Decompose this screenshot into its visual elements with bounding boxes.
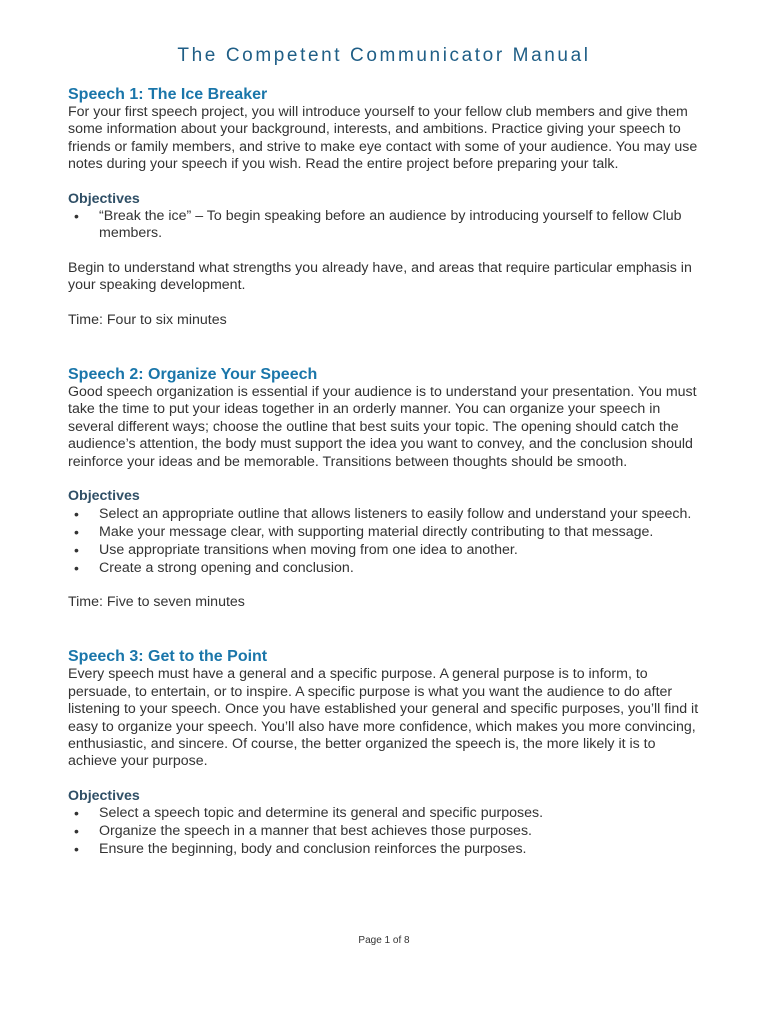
section-time: Time: Four to six minutes	[68, 311, 227, 328]
objective-text: Organize the speech in a manner that best achieves those purposes.	[99, 823, 532, 840]
objective-item	[68, 560, 708, 577]
objectives-label: Objectives	[68, 190, 140, 207]
objective-text: Select an appropriate outline that allows listeners to easily follow and understand your speech.	[99, 505, 692, 522]
section-heading: Speech 1: The Ice Breaker	[68, 86, 268, 103]
section-speech-1	[68, 85, 708, 329]
objectives-list	[68, 506, 708, 577]
objective-text: Select a speech topic and determine its general and specific purposes.	[99, 805, 544, 822]
bullet-icon: •	[74, 505, 79, 522]
bullet-icon: •	[74, 523, 79, 540]
objective-item	[68, 208, 708, 243]
objective-item	[68, 805, 708, 822]
document-title: The Competent Communicator Manual	[177, 45, 591, 66]
objective-item	[68, 542, 708, 559]
objectives-label: Objectives	[68, 488, 140, 505]
section-intro: Good speech organization is essential if your audience is to understand your presentation. You must take the time to put your ideas together in an orderly manner. You can organize your speech in several different ways; choose the outline that best suits your topic. The opening should catch the audience’s attention, the body must support the idea you want to convey, and the conclusion should reinforce your ideas and be memorable. Transitions between thoughts should be smooth.	[68, 384, 697, 470]
objectives-label: Objectives	[68, 787, 140, 804]
section-heading: Speech 3: Get to the Point	[68, 648, 268, 666]
objective-item	[68, 823, 708, 840]
section-intro: Every speech must have a general and a specific purpose. A general purpose is to inform, to persuade, to entertain, or to inspire. A specific purpose is what you want the audience to do after listening to your speech. Once you have established your general and specific purposes, you’ll find it easy to organize your speech. You’ll also have more confidence, which makes you more convincing, enthusiastic, and sincere. Of course, the better organized the speech is, the more likely it is to achieve your purpose.	[68, 666, 699, 770]
objective-text: Create a strong opening and conclusion.	[99, 559, 354, 576]
objective-item	[68, 506, 708, 523]
objective-text: Make your message clear, with supporting material directly contributing to that message.	[99, 523, 654, 540]
bullet-icon: •	[74, 559, 79, 576]
objective-text: “Break the ice” – To begin speaking before an audience by introducing yourself to fellow Club members.	[99, 208, 682, 242]
bullet-icon: •	[74, 823, 79, 840]
objective-item	[68, 841, 708, 858]
bullet-icon: •	[74, 541, 79, 558]
section-extra: Begin to understand what strengths you already have, and areas that require particular emphasis in your speaking development.	[68, 259, 692, 294]
document-content	[68, 85, 708, 859]
section-heading: Speech 2: Organize Your Speech	[68, 366, 318, 384]
section-speech-2	[68, 365, 708, 611]
objective-text: Ensure the beginning, body and conclusion reinforces the purposes.	[99, 841, 527, 858]
bullet-icon: •	[74, 805, 79, 822]
page-number: Page 1 of 8	[358, 935, 410, 946]
bullet-icon: •	[74, 208, 79, 225]
section-speech-3	[68, 647, 708, 858]
bullet-icon: •	[74, 841, 79, 858]
objective-text: Use appropriate transitions when moving from one idea to another.	[99, 541, 518, 558]
section-intro: For your first speech project, you will introduce yourself to your fellow club members and give them some information about your background, interests, and ambitions. Practice giving your speech to friends or family members, and strive to make eye contact with some of your audience. You may use notes during your speech if you wish. Read the entire project before preparing your talk.	[68, 104, 698, 173]
objective-item	[68, 524, 708, 541]
objectives-list	[68, 805, 708, 858]
section-time: Time: Five to seven minutes	[68, 593, 245, 610]
objectives-list	[68, 208, 708, 243]
